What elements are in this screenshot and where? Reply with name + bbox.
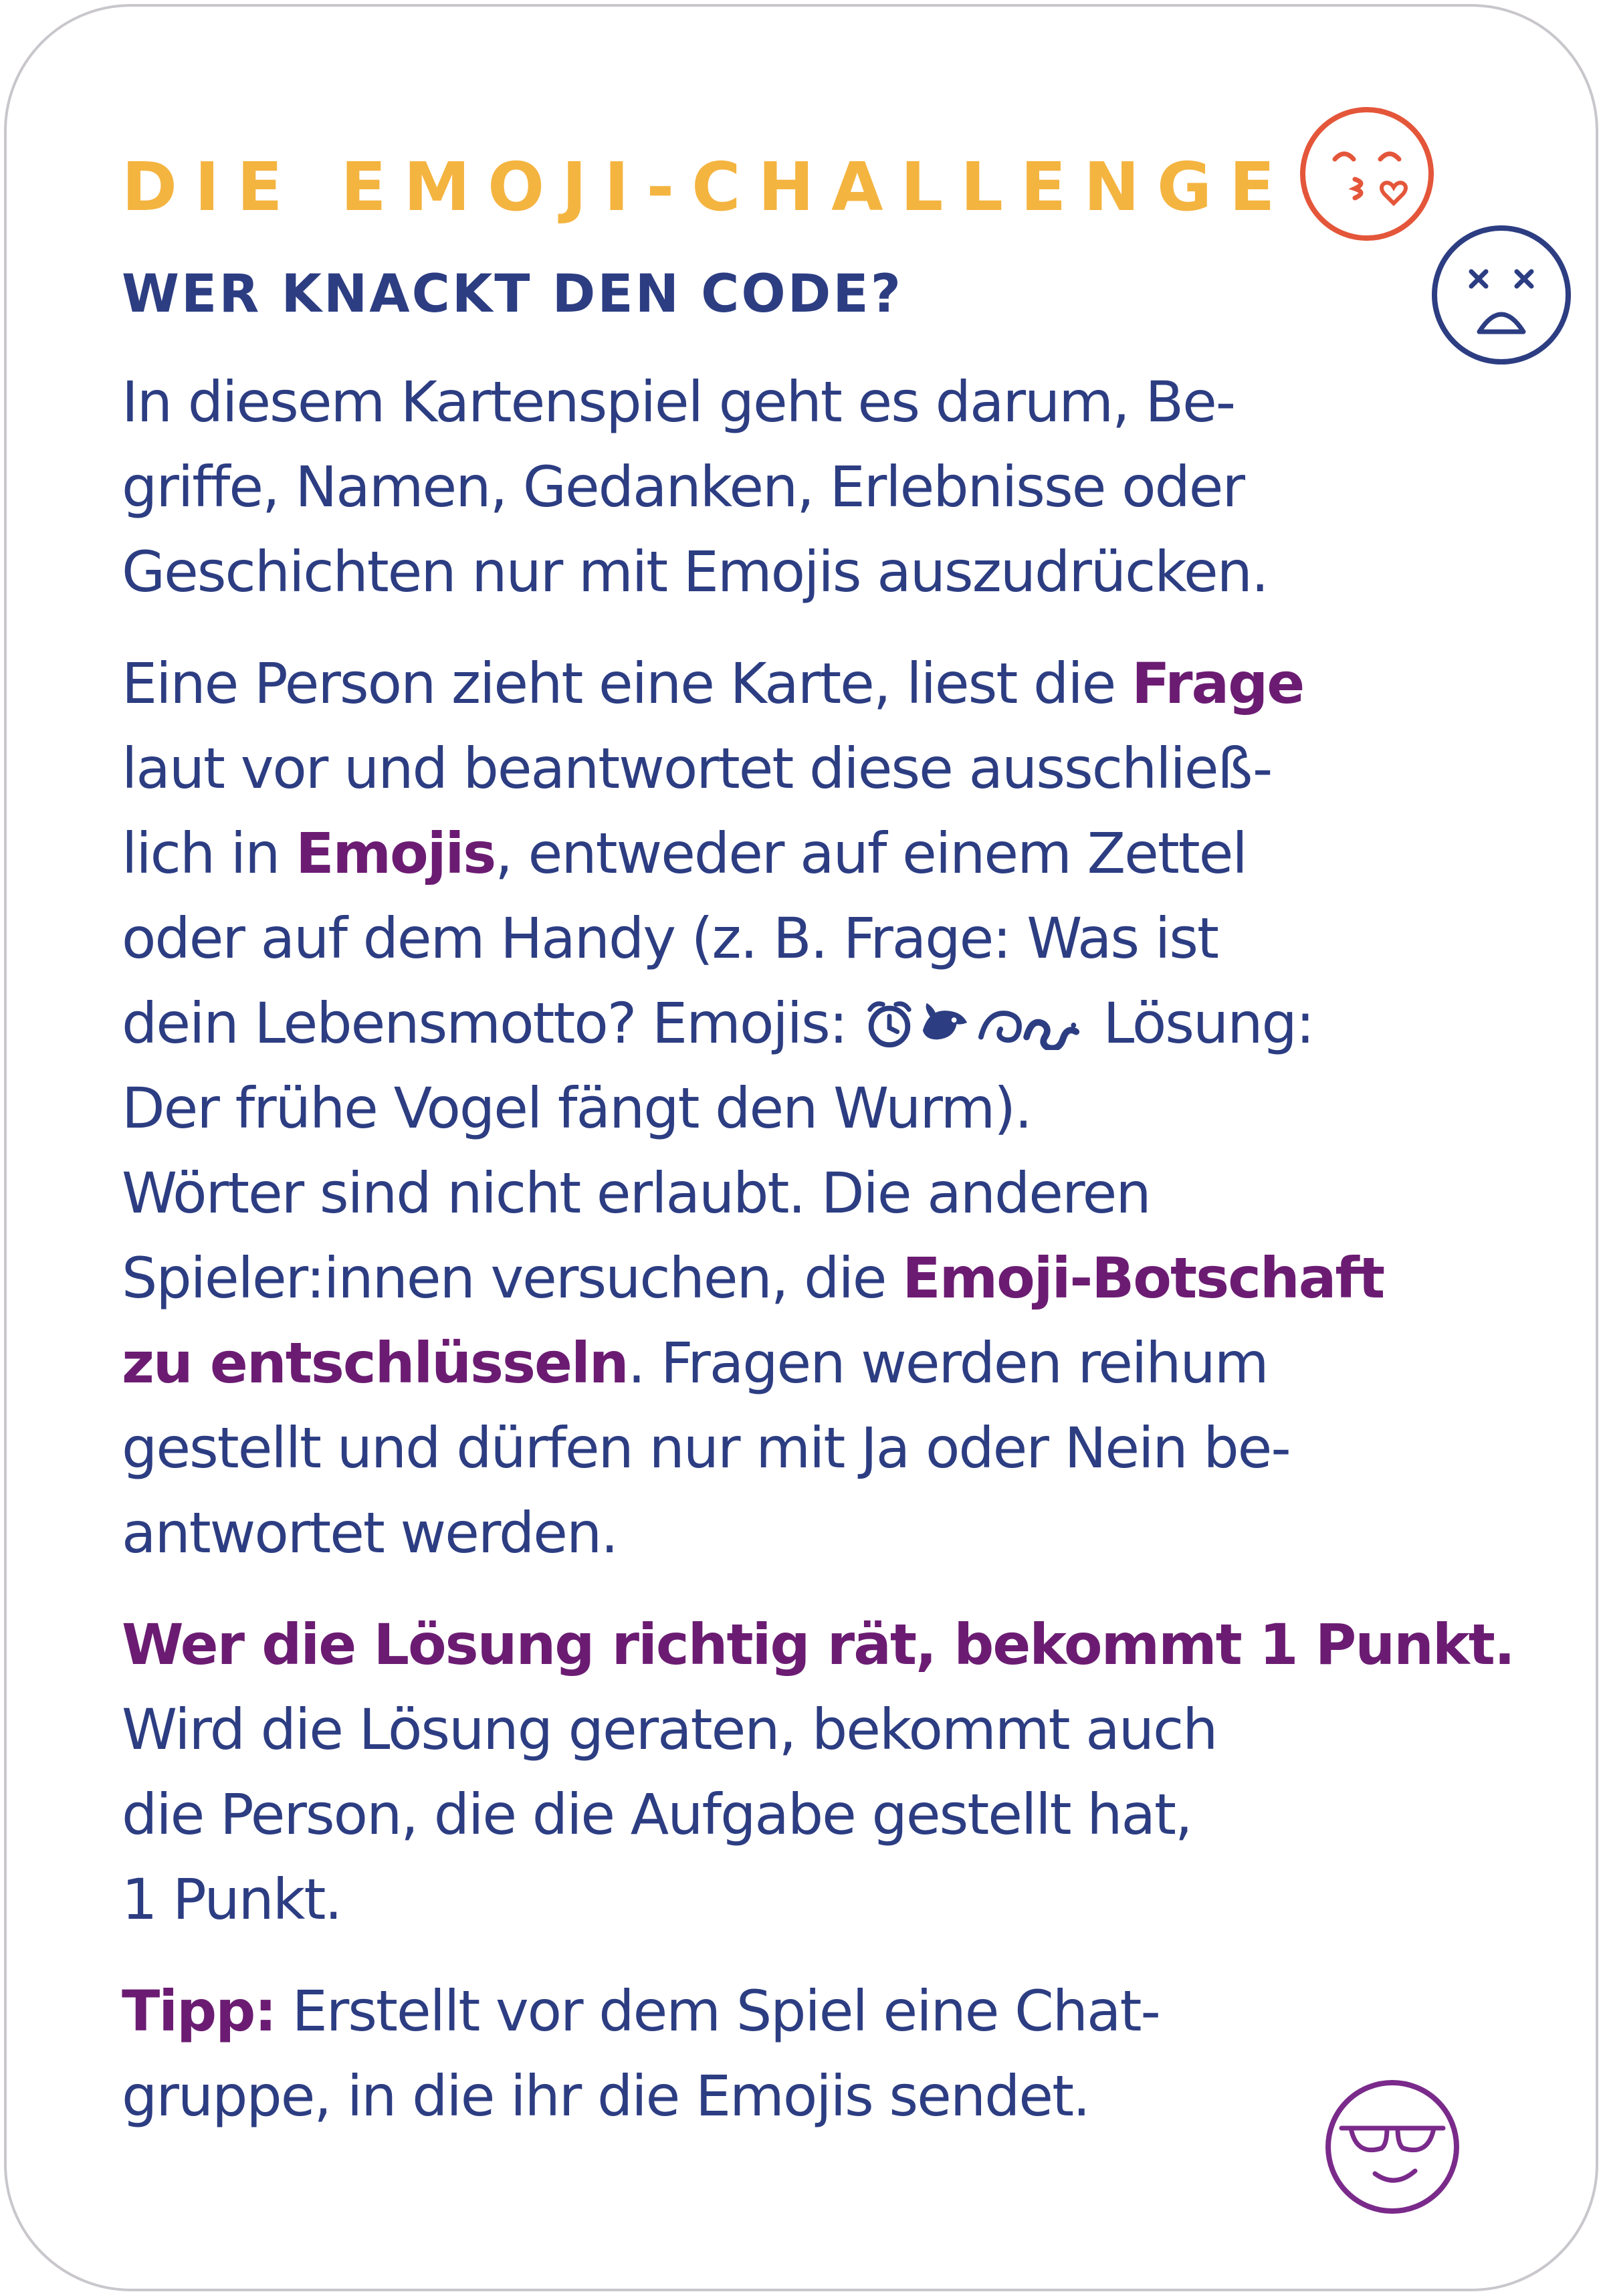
- text-line: In diesem Kartenspiel geht es darum, Be-: [122, 369, 1235, 435]
- kissing-face-icon: [1293, 100, 1440, 247]
- text-line: griffe, Namen, Gedanken, Erlebnisse oder: [122, 454, 1245, 520]
- text-segment: Eine Person zieht eine Karte, liest die: [122, 651, 1132, 716]
- text-line: [122, 1236, 1539, 1321]
- bird-icon: [916, 998, 973, 1050]
- scoring-rule: Wer die Lösung richtig rät, bekommt 1 Punkt.: [122, 1612, 1514, 1677]
- text-segment: , entweder auf einem Zettel: [495, 821, 1247, 886]
- text-segment: . Fragen werden reihum: [627, 1330, 1268, 1396]
- text-line: Der frühe Vogel fängt den Wurm).: [122, 1075, 1031, 1141]
- text-segment: lich in: [122, 821, 296, 886]
- card-title: DIE EMOJI-CHALLENGE: [122, 148, 1293, 226]
- text-line: antwortet werden.: [122, 1500, 617, 1566]
- text-segment: dein Lebensmotto? Emojis:: [122, 990, 863, 1056]
- text-line: gruppe, in die ihr die Emojis sendet.: [122, 2063, 1089, 2129]
- text-line: [122, 1321, 1539, 1406]
- highlight-emoji-botschaft: Emoji-Botschaft: [902, 1245, 1384, 1311]
- text-line: [122, 811, 1539, 896]
- text-line: gestellt und dürfen nur mit Ja oder Nein be-: [122, 1415, 1290, 1481]
- text-segment: Erstellt vor dem Spiel eine Chat-: [275, 1978, 1160, 2044]
- dizzy-face-icon: [1424, 218, 1578, 372]
- card-body: [122, 360, 1539, 2139]
- text-line: [122, 1969, 1539, 2054]
- text-line: laut vor und beantwortet diese ausschließ-: [122, 736, 1272, 801]
- highlight-frage: Frage: [1132, 651, 1304, 716]
- tip-label: Tipp:: [122, 1978, 276, 2044]
- text-line: oder auf dem Handy (z. B. Frage: Was ist: [122, 906, 1218, 971]
- text-segment: Lösung:: [1086, 990, 1314, 1056]
- highlight-entschluesseln: zu entschlüsseln: [122, 1330, 628, 1396]
- text-segment: Spieler:innen versuchen, die: [122, 1245, 903, 1311]
- highlight-emojis: Emojis: [296, 821, 496, 886]
- card-subtitle: WER KNACKT DEN CODE?: [122, 264, 903, 324]
- text-line: Wörter sind nicht erlaubt. Die anderen: [122, 1160, 1150, 1226]
- text-line: Geschichten nur mit Emojis auszudrücken.: [122, 539, 1268, 605]
- worm-icon: [973, 998, 1087, 1050]
- text-line: [122, 981, 1539, 1066]
- text-line: die Person, die die Aufgabe gestellt hat,: [122, 1782, 1192, 1847]
- text-line: Wird die Lösung geraten, bekommt auch: [122, 1697, 1217, 1762]
- rule-card: [4, 4, 1598, 2291]
- alarm-clock-icon: [863, 998, 916, 1050]
- text-line: [122, 641, 1539, 726]
- text-line: 1 Punkt.: [122, 1867, 342, 1932]
